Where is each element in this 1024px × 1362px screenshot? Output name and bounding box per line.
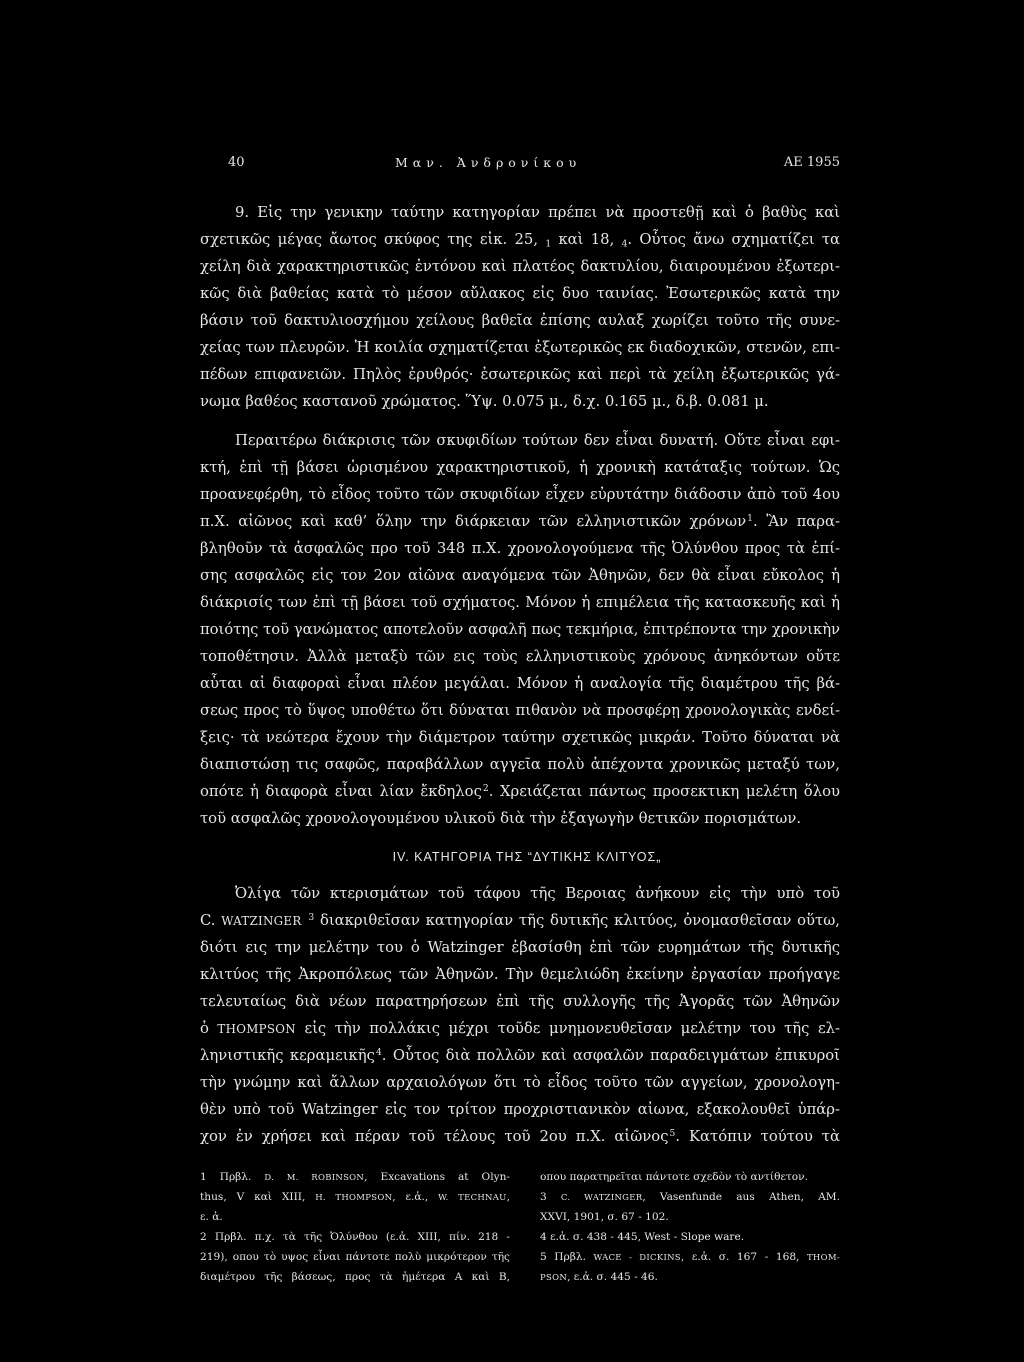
small-caps-run: WATZINGER: [221, 914, 302, 928]
footnote-line: ε. ἀ.: [200, 1211, 223, 1223]
text-line: αὗται αἱ διαφοραὶ εἶναι πλέον μεγάλαι. Μόνον ἡ αναλογία τῆς διαμέτρου τῆς βά-: [200, 675, 840, 692]
subscript-number: 1: [545, 238, 552, 250]
small-caps-run: THOMPSON: [217, 1022, 296, 1036]
text-run: 1 Πρβλ.: [200, 1171, 265, 1183]
running-title: Μαν. Ἀνδρονίκου: [395, 155, 582, 170]
text-line: τοποθέτησιν. Ἀλλὰ μεταξὺ τῶν εις τοὺς ελληνιστικοὺς χρόνους ἀνηκόντων οὔτε: [200, 648, 840, 665]
text-run: . Χρειάζεται πάντως προσεκτικη μελέτη ὅλου: [488, 783, 840, 800]
page-number: 40: [228, 155, 245, 170]
footnote-line: 219), οπου τὸ υψος εἶναι πάντοτε πολὺ μικρότερον τῆς: [200, 1251, 510, 1263]
footnote: [540, 1227, 840, 1247]
text-line: ξεις· τὰ νεώτερα ἔχουν τὴν διάμετρον ταύτην σχετικῶς μικράν. Τοῦτο δύναται νὰ: [200, 729, 840, 746]
text-line: Περαιτέρω διάκρισις τῶν σκυφιδίων τούτων δεν εἶναι δυνατή. Οὔτε εἶναι εφι-: [235, 432, 840, 449]
text-run: , Excavations at Olyn-: [364, 1171, 510, 1183]
small-caps-run: PSON: [540, 1272, 568, 1282]
text-line: διότι εις την μελέτην του ὁ Watzinger ἐβασίσθη ἐπὶ τῶν ευρημάτων τῆς δυτικῆς: [200, 939, 840, 956]
text-run: καὶ 18,: [551, 231, 622, 248]
text-run: . Ἂν παρα-: [752, 513, 840, 530]
text-line: πέδων επιφανειῶν. Πηλὸς ἐρυθρός· ἐσωτερικῶς καὶ περὶ τὰ χείλη ἐξωτερικῶς γά-: [200, 366, 840, 383]
small-caps-run: C. WATZINGER: [560, 1192, 643, 1202]
text-line: τελευταίως διὰ νέων παρατηρήσεων ἐπὶ τῆς συλλογῆς τῆς Ἀγορᾶς τῶν Ἀθηνῶν: [200, 993, 840, 1010]
text-run: οπότε ἡ διαφορὰ εἶναι λίαν ἔκδηλος: [200, 783, 482, 800]
text-run: [302, 912, 308, 929]
text-run: ,: [506, 1191, 510, 1203]
text-line: χείλη διὰ χαρακτηριστικῶς ἐντόνου καὶ πλατέος δακτυλίου, διαιρουμένου ἐξωτερι-: [200, 258, 840, 275]
footnote-ref: 3: [308, 912, 315, 924]
text-line: 9. Εἰς την γενικην ταύτην κατηγορίαν πρέπει νὰ προστεθῇ καὶ ὁ βαθὺς καὶ: [235, 204, 840, 221]
article-body: [200, 199, 840, 1150]
footnote: [200, 1227, 510, 1287]
footnote-ref: 2: [482, 783, 489, 795]
footnote-line: [200, 1187, 510, 1207]
footnote-line: οπου παρατηρεῖται πάντοτε σχεδὸν τὸ αντίθετον.: [540, 1171, 808, 1183]
footnote-ref: 4: [375, 1047, 382, 1059]
text-line: [200, 226, 840, 253]
journal-reference: ΑΕ 1955: [783, 155, 840, 170]
text-line: βληθοῦν τὰ ἀσφαλῶς προ τοῦ 348 π.Χ. χρονολογούμενα τῆς Ὀλύνθου προς τὰ ἐπί-: [200, 540, 840, 557]
text-line: σεως προς τὸ ὕψος υποθέτω ὅτι δύναται πιθανὸν νὰ προσφέρῃ χρονολογικὰς ενδεί-: [200, 702, 840, 719]
text-run: 3: [540, 1191, 561, 1203]
text-line: ποιότης τοῦ γανώματος αποτελοῦν ασφαλῆ πως τεκμήρια, ἐπιτρέποντα την χρονικὴν: [200, 621, 840, 638]
text-line: [200, 907, 840, 934]
text-line: κτή, ἐπὶ τῇ βάσει ὡρισμένου χαρακτηριστικοῦ, ἡ χρονικὴ κατάταξις τούτων. Ὡς: [200, 459, 840, 476]
small-caps-run: WACE - DICKINS: [593, 1252, 681, 1262]
text-run: ληνιστικῆς κεραμεικῆς: [200, 1047, 375, 1064]
small-caps-run: D. M. ROBINSON: [264, 1172, 365, 1182]
section-heading: IV. ΚΑΤΗΓΟΡΙΑ ΤΗΣ “ΔΥΤΙΚΗΣ ΚΛΙΤΥΟΣ„: [392, 850, 662, 864]
text-line: θὲν υπὸ τοῦ Watzinger εἰς τον τρίτον προχριστιανικὸν αἰωνα, εξακολουθεῖ ὑπάρ-: [200, 1101, 840, 1118]
text-run: π.Χ. αἰῶνος καὶ καθ’ ὅλην την διάρκειαν τῶν ελληνιστικῶν χρόνων: [200, 513, 747, 530]
text-run: 5 Πρβλ.: [540, 1251, 594, 1263]
text-run: εἰς τὴν πολλάκις μέχρι τοῦδε μνημονευθεῖσαν μελέτην του τῆς ελ-: [295, 1020, 840, 1037]
footnote-ref: 1: [747, 513, 753, 525]
text-line: κῶς διὰ βαθείας κατὰ τὸ μέσον αὔλακος εἰς δυο ταινίας. Ἐσωτερικῶς κατὰ την: [200, 285, 840, 302]
text-line: κλιτύος τῆς Ἀκροπόλεως τῶν Ἀθηνῶν. Τὴν θεμελιώδη ἐκείνην ἐργασίαν προήγαγε: [200, 966, 840, 983]
text-line: τὴν γνώμην καὶ ἄλλων αρχαιολόγων ὅτι τὸ εἶδος τοῦτο τῶν αγγείων, χρονολογη-: [200, 1074, 840, 1091]
text-run: . Κατόπιν τούτου τὰ: [675, 1128, 840, 1145]
text-run: . Οὗτος ἄνω σχηματίζει τα: [627, 231, 840, 248]
footnote-line: [200, 1167, 510, 1187]
text-line: προανεφέρθη, τὸ εἶδος τοῦτο τῶν σκυφιδίων εἶχεν εὐρυτάτην διάδοσιν ἀπὸ τοῦ 4ου: [200, 486, 840, 503]
text-line: [200, 508, 840, 535]
footnotes-column-right: [540, 1167, 840, 1287]
text-run: ὁ: [200, 1020, 218, 1037]
text-line: [200, 1042, 840, 1069]
small-caps-run: W. TECHNAU: [438, 1192, 507, 1202]
footnote: [540, 1187, 840, 1227]
text-line: σης ασφαλῶς εἰς τον 2ον αἰῶνα αναγόμενα τῶν Ἀθηνῶν, δεν θὰ εἶναι εὔκολος ἡ: [200, 567, 840, 584]
text-line: διαπιστώσῃ τις σαφῶς, παραβάλλων αγγεῖα πολὺ ἀπέχοντα χρονικῶς μεταξύ των,: [200, 756, 840, 773]
text-run: , ε.ἀ. σ. 445 - 46.: [567, 1271, 658, 1283]
text-line: διάκρισίς των ἐπὶ τῇ βάσει τοῦ σχήματος. Μόνον ἡ επιμέλεια τῆς κατασκευῆς καὶ ἡ: [200, 594, 840, 611]
text-run: , ε.ἀ. σ. 167 - 168,: [680, 1251, 807, 1263]
text-run: χον ἐν χρήσει καὶ πέραν τοῦ τέλους τοῦ 2ου π.Χ. αἰῶνος: [200, 1128, 669, 1145]
text-run: διακριθεῖσαν κατηγορίαν τῆς δυτικῆς κλιτύος, ὀνομασθεῖσαν οὕτω,: [314, 912, 840, 929]
footnote-line: 4 ε.ἀ. σ. 438 - 445, West - Slope ware.: [540, 1231, 745, 1243]
footnotes: [200, 1167, 840, 1291]
footnote-line: [540, 1267, 840, 1287]
text-line: νωμα βαθέος καστανοῦ χρώματος. Ὕψ. 0.075 μ., δ.χ. 0.165 μ., δ.β. 0.081 μ.: [200, 393, 769, 410]
footnote-line: 2 Πρβλ. π.χ. τὰ τῆς Ὀλύνθου (ε.ἀ. XIII, πίν. 218 -: [200, 1231, 510, 1243]
small-caps-run: THOM-: [806, 1252, 840, 1262]
footnote: [200, 1167, 510, 1227]
text-run: , ε.ἀ.,: [392, 1191, 439, 1203]
text-run: , Vasenfunde aus Athen, AM.: [642, 1191, 840, 1203]
footnote: [540, 1247, 840, 1287]
footnote-line: διαμέτρου τῆς βάσεως, προς τὰ ἡμέτερα Α καὶ Β,: [200, 1271, 510, 1283]
text-run: thus, V καὶ XIII,: [200, 1191, 316, 1203]
text-line: χείας των πλευρῶν. Ἡ κοιλία σχηματίζεται ἐξωτερικῶς εκ διαδοχικῶν, στενῶν, επι-: [200, 339, 840, 356]
text-run: . Οὗτος διὰ πολλῶν καὶ ασφαλῶν παραδειγμάτων ἐπικυροῖ: [381, 1047, 840, 1064]
footnote-ref: 5: [669, 1128, 676, 1140]
small-caps-run: H. THOMPSON: [315, 1192, 393, 1202]
body-paragraph: [200, 427, 840, 832]
footnote-line: XXVI, 1901, σ. 67 - 102.: [540, 1211, 669, 1223]
footnote-line: [540, 1247, 840, 1267]
body-paragraph: [200, 199, 840, 415]
text-run: σχετικῶς μέγας ἄωτος σκύφος της εἰκ. 25,: [200, 231, 546, 248]
text-line: [200, 778, 840, 805]
footnote: [540, 1167, 840, 1187]
text-line: [200, 1123, 840, 1150]
text-line: βάσιν τοῦ δακτυλιοσχήμου χείλους βαθεῖα ἐπίσης αυλαξ χωρίζει τοῦτο τῆς συνε-: [200, 312, 840, 329]
running-header: [200, 155, 840, 171]
footnotes-column-left: [200, 1167, 510, 1287]
text-line: Ὀλίγα τῶν κτερισμάτων τοῦ τάφου τῆς Βεροιας ἀνήκουν εἰς τὴν υπὸ τοῦ: [235, 885, 840, 902]
text-run: C.: [200, 912, 222, 929]
text-line: [200, 1015, 840, 1042]
subscript-number: 4: [621, 238, 628, 250]
body-paragraph: [200, 880, 840, 1150]
footnote-line: [540, 1187, 840, 1207]
text-line: τοῦ ασφαλῶς χρονολογουμένου υλικοῦ διὰ τὴν ἐξαγωγὴν θετικῶν πορισμάτων.: [200, 810, 802, 827]
